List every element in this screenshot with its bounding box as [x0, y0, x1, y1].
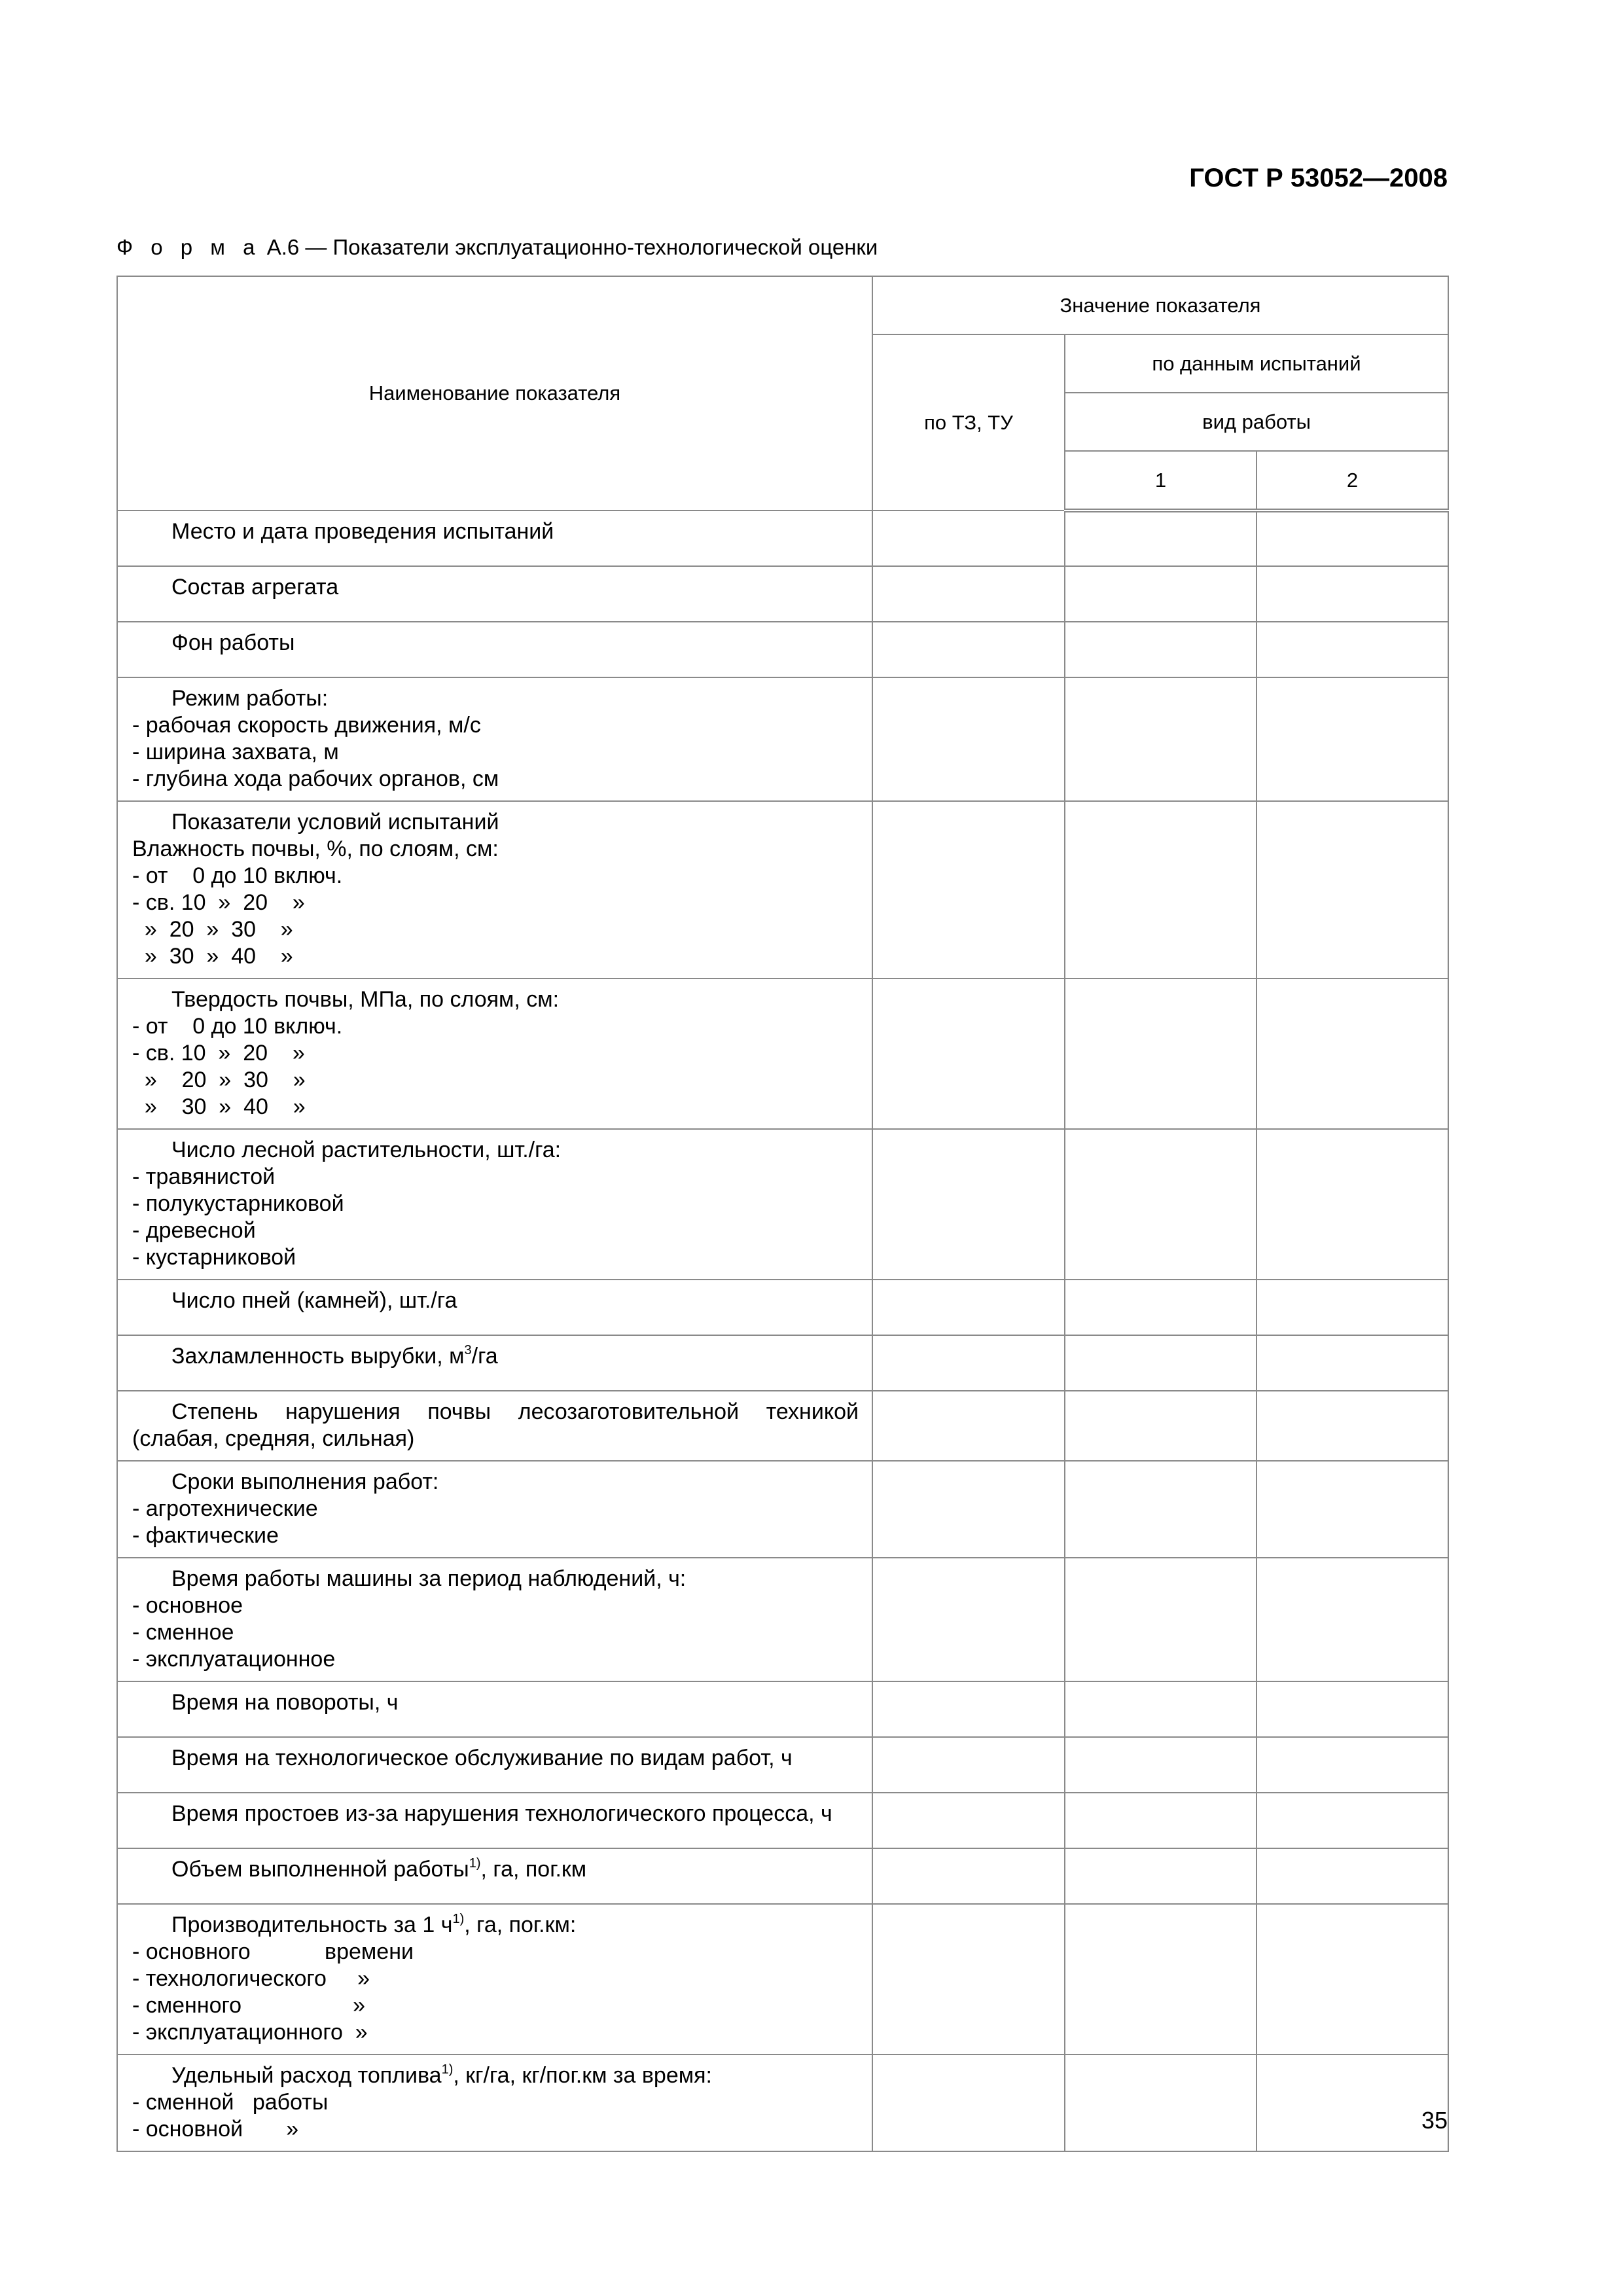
header-indicator-name: Наименование показателя: [117, 276, 872, 511]
indicator-text: - сменной работы: [132, 2090, 329, 2115]
indicator-text: » 20 » 30 »: [132, 917, 293, 942]
indicator-text: Время простоев из-за нарушения технологического процесса, ч: [171, 1801, 832, 1826]
table-row: [117, 1461, 1448, 1558]
indicator-text-suffix: , кг/га, кг/пог.км за время:: [453, 2063, 712, 2088]
indicator-name-cell: [117, 511, 872, 566]
indicator-text: Сроки выполнения работ:: [171, 1469, 439, 1494]
work-type-1-cell: [1065, 1848, 1257, 1904]
indicator-name-cell: [117, 622, 872, 677]
table-row: [117, 1793, 1448, 1848]
indicator-text: - ширина захвата, м: [132, 740, 339, 764]
indicator-text: - глубина хода рабочих органов, см: [132, 766, 499, 791]
table-row: [117, 1848, 1448, 1904]
work-type-2-cell: [1257, 1391, 1448, 1461]
work-type-2-cell: [1257, 1129, 1448, 1280]
indicator-text: - сменное: [132, 1620, 234, 1645]
form-caption-label: Ф о р м а: [116, 235, 261, 259]
indicator-text: [132, 1343, 859, 1370]
table-row: [117, 566, 1448, 622]
indicator-text-main: Производительность за 1 ч: [171, 1912, 453, 1937]
indicator-name-cell: [117, 1129, 872, 1280]
indicator-text: Время на повороты, ч: [171, 1690, 399, 1715]
work-type-1-cell: [1065, 1391, 1257, 1461]
work-type-2-cell: [1257, 801, 1448, 978]
indicator-text-suffix: , га, пог.км: [480, 1857, 587, 1882]
spec-value-cell: [872, 1681, 1065, 1737]
work-type-2-cell: [1257, 1681, 1448, 1737]
table-row: [117, 622, 1448, 677]
indicator-text: - полукустарниковой: [132, 1191, 344, 1216]
spec-value-cell: [872, 677, 1065, 801]
spec-value-cell: [872, 622, 1065, 677]
indicator-text: - сменного »: [132, 1993, 366, 2018]
work-type-1-cell: [1065, 1793, 1257, 1848]
indicator-text: » 20 » 30 »: [132, 1067, 306, 1092]
table-row: [117, 978, 1448, 1129]
indicator-name-cell: [117, 566, 872, 622]
indicator-name-cell: [117, 1558, 872, 1681]
indicator-name-cell: [117, 1391, 872, 1461]
indicator-text-suffix: , га, пог.км:: [464, 1912, 577, 1937]
work-type-2-cell: [1257, 1558, 1448, 1681]
spec-value-cell: [872, 1904, 1065, 2054]
spec-value-cell: [872, 978, 1065, 1129]
work-type-2-cell: [1257, 1848, 1448, 1904]
indicator-text-main: Удельный расход топлива: [171, 2063, 442, 2088]
form-caption: [116, 229, 878, 266]
header-test-data: по данным испытаний: [1065, 334, 1448, 393]
footnote-mark: 1): [441, 2062, 454, 2077]
indicator-text: - фактические: [132, 1523, 279, 1548]
spec-value-cell: [872, 2054, 1065, 2151]
indicator-text: - рабочая скорость движения, м/с: [132, 713, 481, 738]
table-row: [117, 1737, 1448, 1793]
indicator-text: Число пней (камней), шт./га: [171, 1288, 457, 1313]
indicator-text: » 30 » 40 »: [132, 944, 293, 969]
work-type-2-cell: [1257, 978, 1448, 1129]
work-type-2-cell: [1257, 1737, 1448, 1793]
work-type-2-cell: [1257, 622, 1448, 677]
work-type-1-cell: [1065, 1461, 1257, 1558]
work-type-2-cell: [1257, 511, 1448, 566]
indicator-text: [132, 2062, 859, 2089]
spec-value-cell: [872, 1793, 1065, 1848]
table-row: [117, 1904, 1448, 2054]
indicator-text: - св. 10 » 20 »: [132, 890, 305, 915]
work-type-1-cell: [1065, 1737, 1257, 1793]
work-type-1-cell: [1065, 1129, 1257, 1280]
indicator-text: - травянистой: [132, 1164, 276, 1189]
footnote-mark: 1): [469, 1856, 481, 1871]
work-type-2-cell: [1257, 566, 1448, 622]
work-type-1-cell: [1065, 511, 1257, 566]
table-body: [117, 511, 1448, 2151]
indicator-text: - основного времени: [132, 1939, 414, 1964]
indicator-text: Место и дата проведения испытаний: [171, 519, 554, 544]
indicator-name-cell: [117, 1461, 872, 1558]
header-work-type-1: 1: [1065, 451, 1257, 511]
indicator-text: - св. 10 » 20 »: [132, 1041, 305, 1066]
indicator-text-main: Объем выполненной работы: [171, 1857, 469, 1882]
indicator-name-cell: [117, 1335, 872, 1391]
footnote-mark: 1): [452, 1912, 465, 1926]
work-type-1-cell: [1065, 1904, 1257, 2054]
header-work-type: вид работы: [1065, 393, 1448, 451]
indicator-text: - от 0 до 10 включ.: [132, 863, 343, 888]
table-row: [117, 1391, 1448, 1461]
indicator-name-cell: [117, 1793, 872, 1848]
indicator-name-cell: [117, 978, 872, 1129]
table-row: [117, 2054, 1448, 2151]
spec-value-cell: [872, 1737, 1065, 1793]
indicator-text: - кустарниковой: [132, 1245, 296, 1270]
header-work-type-2: 2: [1257, 451, 1448, 511]
indicator-name-cell: [117, 801, 872, 978]
indicator-text: » 30 » 40 »: [132, 1094, 306, 1119]
indicator-text: - древесной: [132, 1218, 256, 1243]
indicator-text: Время на технологическое обслуживание по видам работ, ч: [171, 1746, 793, 1770]
work-type-1-cell: [1065, 801, 1257, 978]
indicator-text: Время работы машины за период наблюдений, ч:: [171, 1566, 687, 1591]
indicator-text: Влажность почвы, %, по слоям, см:: [132, 836, 499, 861]
work-type-1-cell: [1065, 1558, 1257, 1681]
indicator-text: Показатели условий испытаний: [171, 810, 499, 834]
spec-value-cell: [872, 511, 1065, 566]
work-type-2-cell: [1257, 677, 1448, 801]
table-row: [117, 801, 1448, 978]
page-number: 35: [1421, 2107, 1448, 2134]
indicator-text-suffix: /га: [471, 1344, 498, 1369]
work-type-1-cell: [1065, 1335, 1257, 1391]
indicator-text: Состав агрегата: [171, 575, 339, 600]
table-row: [117, 1280, 1448, 1335]
table-row: [117, 677, 1448, 801]
spec-value-cell: [872, 1129, 1065, 1280]
indicator-name-cell: [117, 677, 872, 801]
indicator-text: - агротехнические: [132, 1496, 318, 1521]
table-row: [117, 1129, 1448, 1280]
indicators-table: [116, 276, 1449, 2152]
table-row: [117, 1681, 1448, 1737]
work-type-2-cell: [1257, 1335, 1448, 1391]
spec-value-cell: [872, 1558, 1065, 1681]
work-type-1-cell: [1065, 622, 1257, 677]
indicator-name-cell: [117, 1681, 872, 1737]
work-type-1-cell: [1065, 1280, 1257, 1335]
work-type-2-cell: [1257, 1461, 1448, 1558]
indicator-text: - основной »: [132, 2117, 299, 2142]
indicator-text: - технологического »: [132, 1966, 370, 1991]
indicator-text: Режим работы:: [171, 686, 329, 711]
indicator-text: Число лесной растительности, шт./га:: [171, 1138, 562, 1162]
work-type-1-cell: [1065, 2054, 1257, 2151]
header-indicator-value: Значение показателя: [872, 276, 1448, 334]
indicator-text: Твердость почвы, МПа, по слоям, см:: [171, 987, 560, 1012]
work-type-1-cell: [1065, 677, 1257, 801]
table-row: [117, 511, 1448, 566]
header-spec-value: по ТЗ, ТУ: [872, 334, 1065, 511]
spec-value-cell: [872, 566, 1065, 622]
standard-designation: ГОСТ Р 53052—2008: [1189, 164, 1448, 192]
table-row: [117, 1558, 1448, 1681]
work-type-2-cell: [1257, 1280, 1448, 1335]
indicator-name-cell: [117, 2054, 872, 2151]
indicator-text: - от 0 до 10 включ.: [132, 1014, 343, 1039]
work-type-2-cell: [1257, 1904, 1448, 2054]
indicator-text: - эксплуатационное: [132, 1647, 336, 1672]
indicator-text: - эксплуатационного »: [132, 2020, 368, 2045]
indicator-text: Степень нарушения почвы лесозаготовительной техникой (слабая, средняя, сильная): [132, 1399, 859, 1451]
footnote-mark: 3: [464, 1343, 472, 1357]
spec-value-cell: [872, 1848, 1065, 1904]
indicator-text: [132, 1856, 859, 1883]
work-type-1-cell: [1065, 566, 1257, 622]
indicator-text-main: Захламленность вырубки, м: [171, 1344, 465, 1369]
table-row: [117, 1335, 1448, 1391]
spec-value-cell: [872, 1280, 1065, 1335]
indicator-text: [132, 1912, 859, 1939]
indicator-name-cell: [117, 1848, 872, 1904]
indicator-text: Фон работы: [171, 630, 295, 655]
indicator-name-cell: [117, 1737, 872, 1793]
spec-value-cell: [872, 1335, 1065, 1391]
work-type-1-cell: [1065, 1681, 1257, 1737]
spec-value-cell: [872, 1461, 1065, 1558]
form-caption-text: А.6 — Показатели эксплуатационно-технологической оценки: [266, 235, 878, 259]
indicator-text: - основное: [132, 1593, 243, 1618]
spec-value-cell: [872, 1391, 1065, 1461]
indicator-name-cell: [117, 1280, 872, 1335]
work-type-2-cell: [1257, 1793, 1448, 1848]
spec-value-cell: [872, 801, 1065, 978]
indicator-name-cell: [117, 1904, 872, 2054]
work-type-1-cell: [1065, 978, 1257, 1129]
table-head: [117, 276, 1448, 511]
